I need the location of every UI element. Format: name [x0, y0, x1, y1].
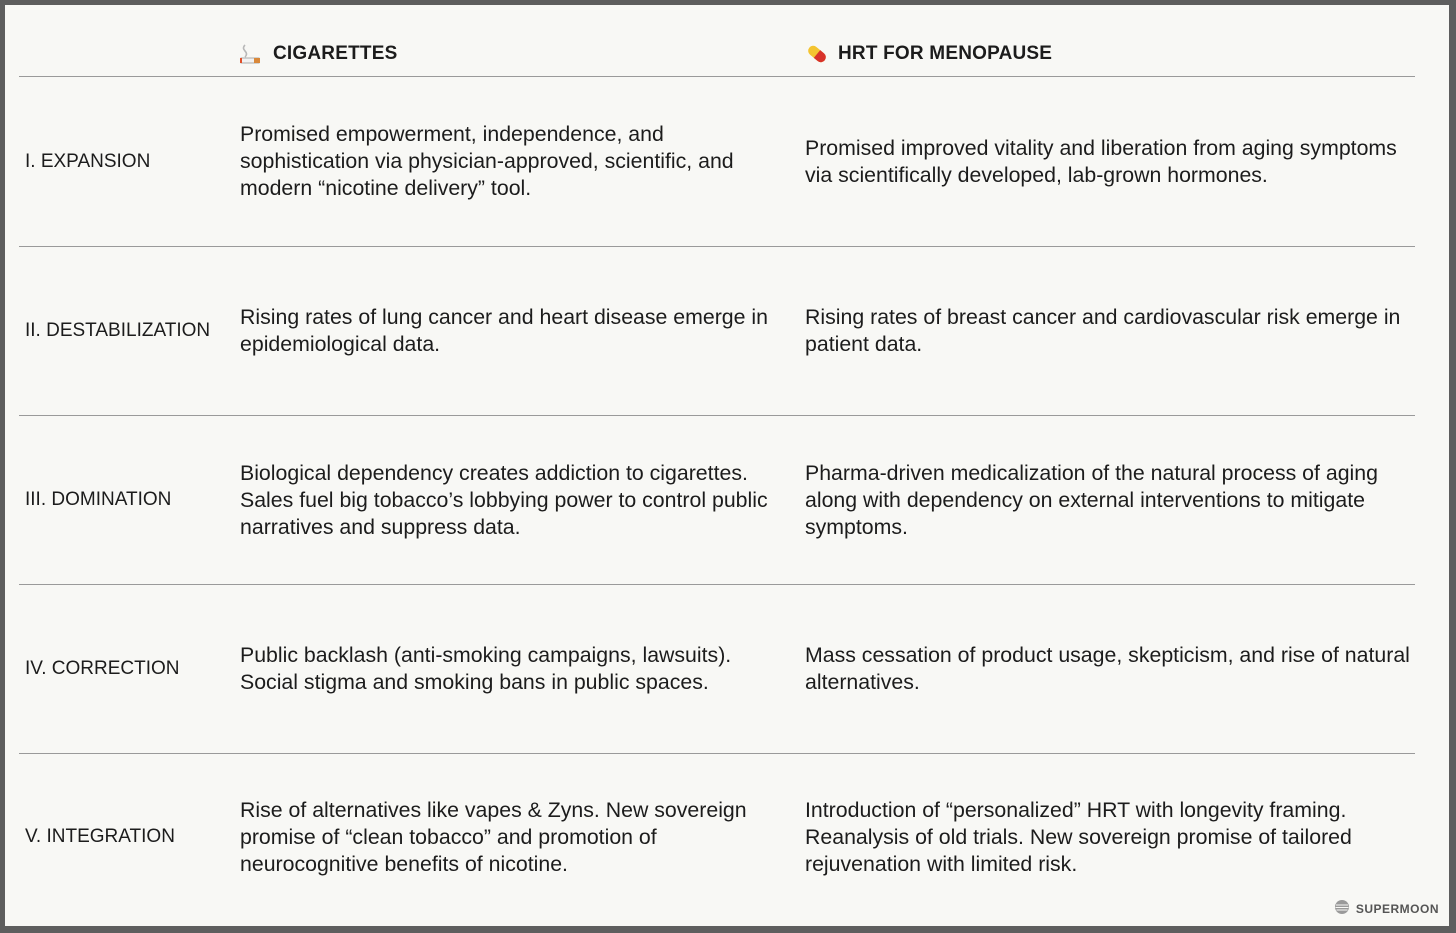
- pill-icon: [805, 43, 831, 65]
- phase-label: V. INTEGRATION: [25, 826, 175, 847]
- table-row: [19, 754, 1415, 920]
- phase-label: IV. CORRECTION: [25, 658, 180, 679]
- table-row: [19, 247, 1415, 416]
- hrt-cell: Promised improved vitality and liberation from aging symptoms via scientifically developed, lab-grown hormones.: [805, 135, 1397, 187]
- table-row: [19, 416, 1415, 585]
- hrt-cell: Mass cessation of product usage, skepticism, and rise of natural alternatives.: [805, 643, 1410, 694]
- hrt-cell: Introduction of “personalized” HRT with longevity framing. Reanalysis of old trials. New sovereign promise of tailored rejuvenation with limited risk.: [805, 797, 1352, 876]
- cigarettes-cell: Rising rates of lung cancer and heart disease emerge in epidemiological data.: [240, 305, 768, 356]
- table-row: [19, 77, 1415, 247]
- hrt-cell: Pharma-driven medicalization of the natural process of aging along with dependency on external interventions to mitigate symptoms.: [805, 460, 1378, 539]
- phase-label: I. EXPANSION: [25, 150, 151, 172]
- table-header: [19, 5, 1415, 77]
- column-header-label: HRT FOR MENOPAUSE: [838, 43, 1053, 64]
- hrt-cell: Rising rates of breast cancer and cardiovascular risk emerge in patient data.: [805, 305, 1401, 356]
- comparison-table: [5, 5, 1449, 926]
- cigarette-icon: [240, 43, 266, 65]
- phase-label: III. DOMINATION: [25, 489, 172, 510]
- cigarettes-cell: Public backlash (anti-smoking campaigns, lawsuits). Social stigma and smoking bans in public spaces.: [240, 643, 732, 694]
- phase-label: II. DESTABILIZATION: [25, 320, 211, 341]
- column-header-label: CIGARETTES: [273, 43, 398, 64]
- column-header-cigarettes: [240, 43, 397, 65]
- cigarettes-cell: Biological dependency creates addiction to cigarettes. Sales fuel big tobacco’s lobbying power to control public narratives and suppress data.: [240, 460, 768, 539]
- table-row: [19, 585, 1415, 754]
- brand-logo: [1334, 899, 1439, 918]
- cigarettes-cell: Promised empowerment, independence, and sophistication via physician-approved, scientific, and modern “nicotine delivery” tool.: [240, 122, 734, 200]
- column-header-hrt: [805, 43, 1052, 65]
- moon-logo-icon: [1334, 899, 1356, 918]
- brand-name: SUPERMOON: [1355, 901, 1439, 916]
- cigarettes-cell: Rise of alternatives like vapes & Zyns. New sovereign promise of “clean tobacco” and promotion of neurocognitive benefits of nicotine.: [240, 797, 747, 876]
